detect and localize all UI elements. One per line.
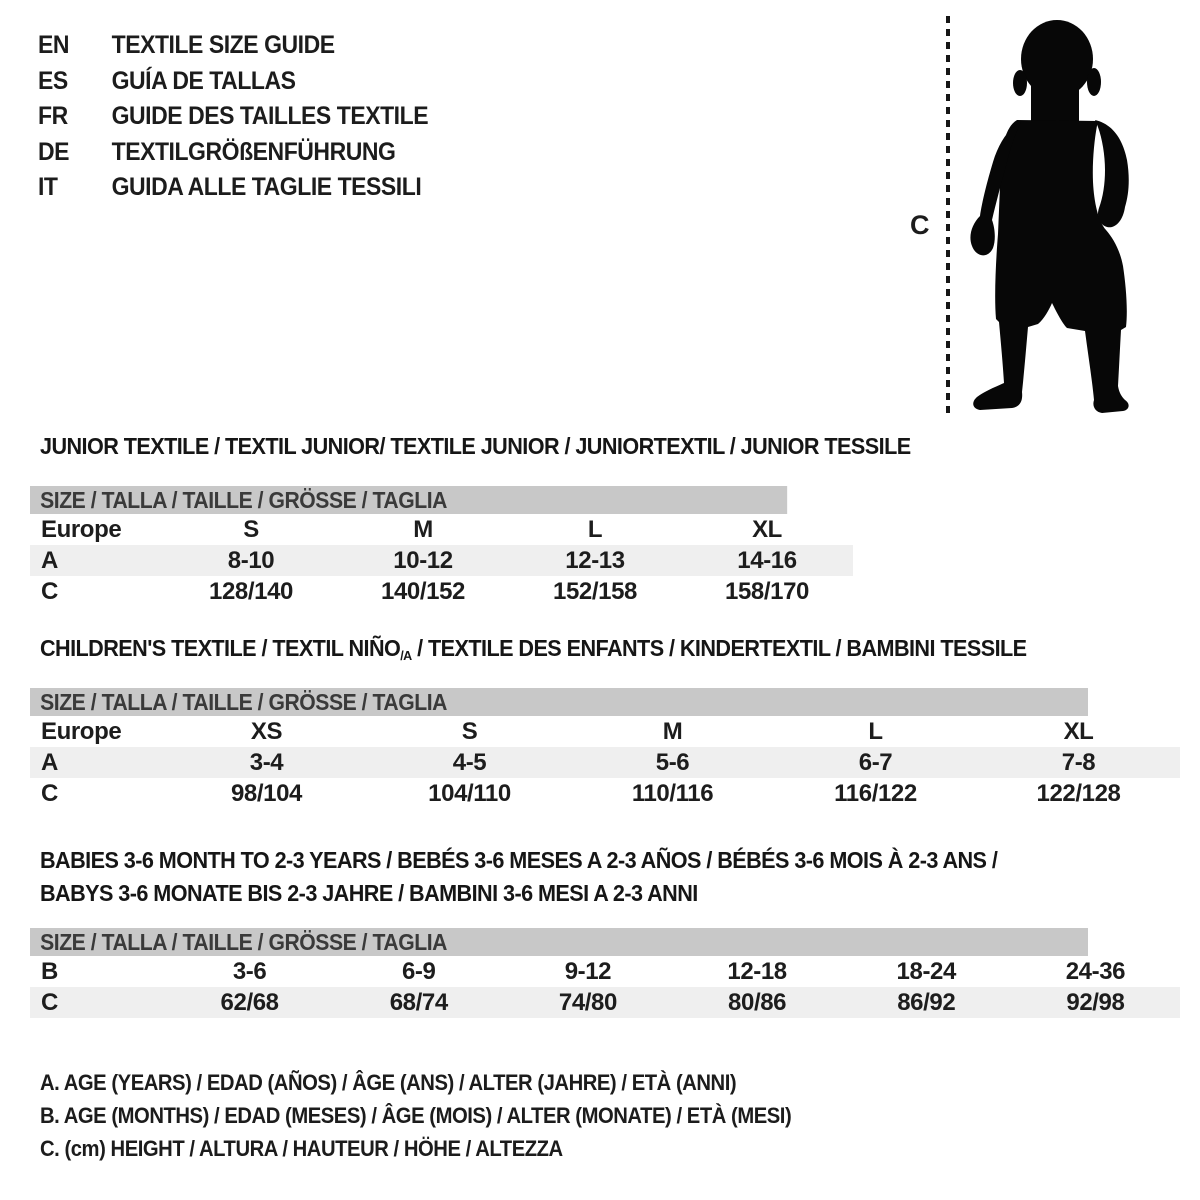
height-measure-label: C bbox=[910, 210, 930, 240]
value-cell: 18-24 bbox=[896, 958, 956, 985]
value-cell: 5-6 bbox=[655, 749, 690, 776]
lang-code: EN bbox=[38, 31, 70, 60]
value-cell: 4-5 bbox=[452, 749, 487, 776]
children-section-heading bbox=[40, 635, 1027, 663]
row-label: A bbox=[41, 749, 58, 776]
size-cell: S bbox=[461, 718, 478, 745]
row-label: A bbox=[41, 547, 58, 574]
legend-line-a: A. AGE (YEARS) / EDAD (AÑOS) / ÂGE (ANS) / ALTER (JAHRE) / ETÀ (ANNI) bbox=[40, 1070, 737, 1095]
value-cell: 12-18 bbox=[727, 958, 787, 985]
lang-row-de bbox=[38, 135, 428, 171]
value-cell: 6-9 bbox=[401, 958, 436, 985]
children-height-row bbox=[30, 778, 1180, 809]
legend-line-b: B. AGE (MONTHS) / EDAD (MESES) / ÂGE (MOIS) / ALTER (MONATE) / ETÀ (MESI) bbox=[40, 1103, 792, 1128]
value-cell: 158/170 bbox=[725, 578, 809, 605]
value-cell: 7-8 bbox=[1061, 749, 1096, 776]
value-cell: 3-4 bbox=[249, 749, 284, 776]
value-cell: 10-12 bbox=[393, 547, 453, 574]
lang-code: DE bbox=[38, 137, 70, 166]
height-measure-dashed-line bbox=[946, 16, 950, 414]
value-cell: 8-10 bbox=[227, 547, 275, 574]
size-cell: L bbox=[868, 718, 883, 745]
size-cell: M bbox=[662, 718, 683, 745]
row-label: C bbox=[41, 780, 58, 807]
toddler-silhouette bbox=[965, 14, 1135, 414]
lang-code: FR bbox=[38, 102, 68, 131]
value-cell: 14-16 bbox=[737, 547, 797, 574]
children-size-table bbox=[30, 688, 1180, 809]
value-cell: 152/158 bbox=[553, 578, 637, 605]
babies-section-heading-line1: BABIES 3-6 MONTH TO 2-3 YEARS / BEBÉS 3-6 MESES A 2-3 AÑOS / BÉBÉS 3-6 MOIS À 2-3 ANS / bbox=[40, 847, 998, 873]
size-header-bar: SIZE / TALLA / TAILLE / GRÖSSE / TAGLIA bbox=[30, 486, 787, 514]
lang-code: IT bbox=[38, 173, 58, 202]
lang-title: TEXTILE SIZE GUIDE bbox=[111, 31, 335, 60]
value-cell: 86/92 bbox=[897, 989, 956, 1016]
children-heading-prefix: CHILDREN'S TEXTILE / TEXTIL NIÑO bbox=[40, 635, 401, 661]
babies-age-row bbox=[30, 956, 1180, 987]
value-cell: 3-6 bbox=[232, 958, 267, 985]
value-cell: 6-7 bbox=[858, 749, 893, 776]
junior-height-row bbox=[30, 576, 853, 607]
size-cell: S bbox=[243, 516, 259, 543]
lang-row-fr bbox=[38, 99, 428, 135]
value-cell: 116/122 bbox=[834, 780, 917, 807]
size-header-bar: SIZE / TALLA / TAILLE / GRÖSSE / TAGLIA bbox=[30, 928, 1088, 956]
junior-section-heading: JUNIOR TEXTILE / TEXTIL JUNIOR/ TEXTILE JUNIOR / JUNIORTEXTIL / JUNIOR TESSILE bbox=[40, 433, 911, 459]
babies-size-table bbox=[30, 928, 1180, 1018]
size-cell: L bbox=[587, 516, 603, 543]
legend-line-c: C. (cm) HEIGHT / ALTURA / HAUTEUR / HÖHE / ALTEZZA bbox=[40, 1136, 563, 1161]
junior-columns-row bbox=[30, 514, 853, 545]
value-cell: 110/116 bbox=[631, 780, 714, 807]
row-label: Europe bbox=[41, 516, 122, 543]
size-cell: M bbox=[413, 516, 433, 543]
value-cell: 24-36 bbox=[1065, 958, 1126, 985]
value-cell: 74/80 bbox=[558, 989, 617, 1016]
row-label: Europe bbox=[41, 718, 122, 745]
lang-title: GUIDE DES TAILLES TEXTILE bbox=[111, 102, 429, 131]
lang-row-it bbox=[38, 170, 428, 206]
children-heading-suffix: / TEXTILE DES ENFANTS / KINDERTEXTIL / BAMBINI TESSILE bbox=[411, 635, 1027, 661]
value-cell: 12-13 bbox=[565, 547, 625, 574]
value-cell: 122/128 bbox=[1036, 780, 1121, 807]
size-cell: XL bbox=[1063, 718, 1094, 745]
row-label: C bbox=[41, 989, 58, 1016]
measurement-legend bbox=[40, 1066, 857, 1165]
value-cell: 80/86 bbox=[728, 989, 787, 1016]
lang-row-es bbox=[38, 64, 428, 100]
value-cell: 98/104 bbox=[230, 780, 302, 807]
size-cell: XL bbox=[752, 516, 782, 543]
babies-section-heading-line2: BABYS 3-6 MONATE BIS 2-3 JAHRE / BAMBINI 3-6 MESI A 2-3 ANNI bbox=[40, 880, 698, 906]
children-age-row bbox=[30, 747, 1180, 778]
lang-title: TEXTILGRÖßENFÜHRUNG bbox=[111, 137, 396, 166]
size-header-bar: SIZE / TALLA / TAILLE / GRÖSSE / TAGLIA bbox=[30, 688, 1088, 716]
row-label: B bbox=[41, 958, 58, 985]
language-title-list bbox=[38, 28, 428, 206]
value-cell: 92/98 bbox=[1066, 989, 1125, 1016]
row-label: C bbox=[41, 578, 58, 605]
value-cell: 9-12 bbox=[564, 958, 612, 985]
lang-code: ES bbox=[38, 66, 68, 95]
junior-age-row bbox=[30, 545, 853, 576]
babies-height-row bbox=[30, 987, 1180, 1018]
children-heading-subscript: /A bbox=[400, 648, 412, 663]
lang-title: GUIDA ALLE TAGLIE TESSILI bbox=[111, 173, 422, 202]
value-cell: 62/68 bbox=[220, 989, 279, 1016]
lang-title: GUÍA DE TALLAS bbox=[111, 66, 296, 95]
lang-row-en bbox=[38, 28, 428, 64]
value-cell: 68/74 bbox=[389, 989, 448, 1016]
value-cell: 128/140 bbox=[209, 578, 293, 605]
junior-size-table bbox=[30, 486, 853, 607]
value-cell: 104/110 bbox=[428, 780, 511, 807]
children-columns-row bbox=[30, 716, 1180, 747]
value-cell: 140/152 bbox=[381, 578, 465, 605]
size-cell: XS bbox=[250, 718, 283, 745]
